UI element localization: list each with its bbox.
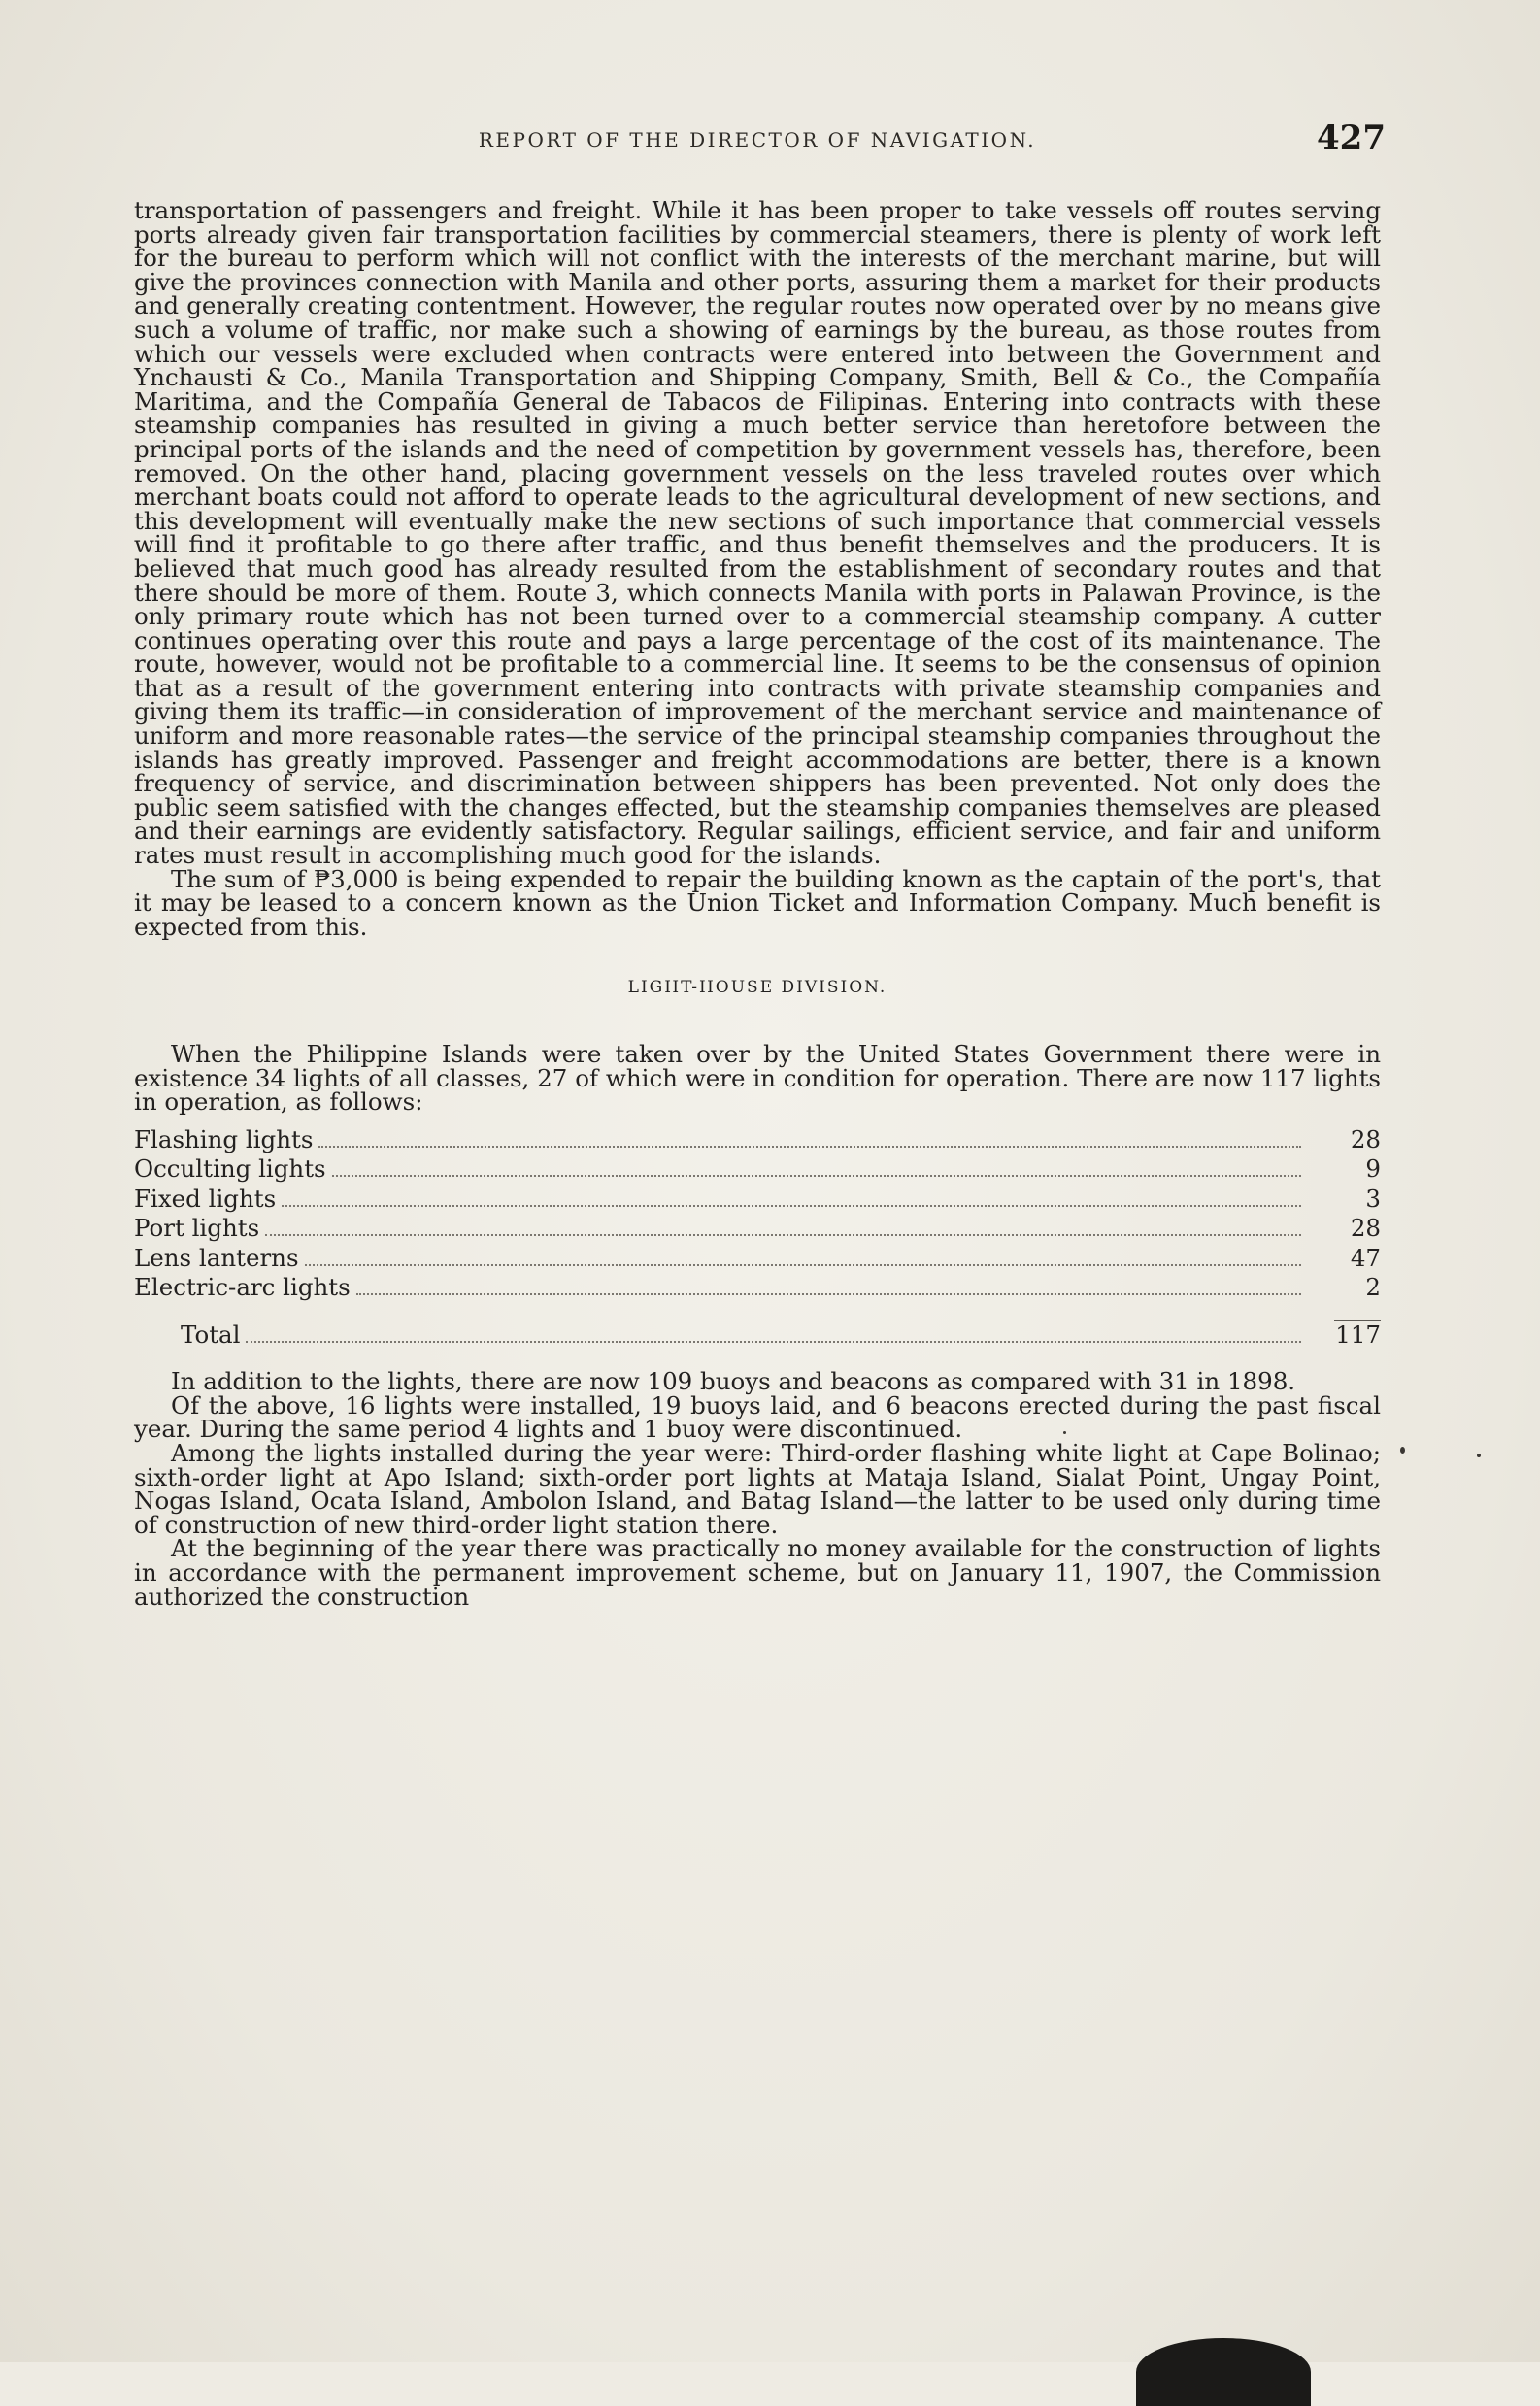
- row-value: 9: [1365, 1154, 1381, 1184]
- row-value: 2: [1365, 1273, 1381, 1302]
- table-row: [134, 1154, 1381, 1187]
- total-value: 117: [1335, 1320, 1381, 1349]
- row-label: Electric-arc lights: [134, 1273, 351, 1302]
- closing-paragraphs: [134, 1367, 1381, 1611]
- leader-dots: [305, 1264, 1301, 1266]
- paragraph-lights-installed: Among the lights installed during the year were: Third-order flashing white light at Cape Bolinao; sixth-order light at Apo Island; sixth-order port lights at Mataja Island, Sialat Point, Ungay Point, Nogas Island, Ocata Island, Ambolon Island, and Batag Island—the latter to be used only during time of construction of new third-order light station there.: [134, 1439, 1381, 1539]
- row-label: Flashing lights: [134, 1124, 314, 1153]
- paragraph-repair-sum: The sum of ₱3,000 is being expended to repair the building known as the captain of the port's, that it may be leased to a concern known as the Union Ticket and Information Company. Much benefit is expected from this.: [134, 864, 1381, 941]
- leader-dots: [265, 1234, 1301, 1236]
- table-row: [134, 1243, 1381, 1277]
- paragraph-lighthouse-intro: When the Philippine Islands were taken over by the United States Government there were in existence 34 lights of all classes, 27 of which were in condition for operation. There are now 117 lights in operation, as follows:: [134, 1040, 1381, 1117]
- row-label: Occulting lights: [134, 1154, 326, 1184]
- ink-speck: [1400, 1447, 1405, 1454]
- table-row: [134, 1184, 1381, 1218]
- row-label: Fixed lights: [134, 1184, 277, 1213]
- row-value: 28: [1350, 1214, 1381, 1243]
- leader-dots: [356, 1293, 1301, 1295]
- table-row: [134, 1124, 1381, 1158]
- table-total-row: [134, 1320, 1381, 1353]
- row-value: 3: [1365, 1184, 1381, 1213]
- paragraph-transportation: transportation of passengers and freight. While it has been proper to take vessels off routes serving ports already given fair transportation facilities by commercial steamers, there is plenty of work left for the bureau to perform which will not conflict with the interests of the merchant marine, but will give the provinces connection with Manila and other ports, assuring them a market for their products and generally creating contentment. However, the regular routes now operated over by no means give such a volume of traffic, nor make such a showing of earnings by the bureau, as those routes from which our vessels were excluded when contracts were entered into between the Government and Ynchausti & Co., Manila Transportation and Shipping Company, Smith, Bell & Co., the Compañía Maritima, and the Compañía General de Tabacos de Filipinas. Entering into contracts with these steamship companies has resulted in giving a much better service than heretofore between the principal ports of the islands and the need of competition by government vessels has, therefore, been removed. On the other hand, placing government vessels on the less traveled routes over which merchant boats could not afford to operate leads to the agricultural development of new sections, and this development will eventually make the new sections of such importance that commercial vessels will find it profitable to go there after traffic, and thus benefit themselves and the producers. It is believed that much good has already resulted from the establishment of secondary routes and that there should be more of them. Route 3, which connects Manila with ports in Palawan Province, is the only primary route which has not been turned over to a commercial steamship company. A cutter continues operating over this route and pays a large percentage of the cost of its maintenance. The route, however, would not be profitable to a commercial line. It seems to be the consensus of opinion that as a result of the government entering into contracts with private steamship companies and giving them its traffic—in consideration of improvement of the merchant service and maintenance of uniform and more reasonable rates—the service of the principal steamship companies throughout the islands has greatly improved. Passenger and freight accommodations are better, there is a known frequency of service, and discrimination between shippers has been prevented. Not only does the public seem satisfied with the changes effected, but the steamship companies themselves are pleased and their earnings are evidently satisfactory. Regular sailings, efficient service, and fair and uniform rates must result in accomplishing much good for the islands.: [134, 196, 1381, 870]
- lights-table: [134, 1124, 1381, 1353]
- scan-shadow: [1136, 2338, 1311, 2406]
- page-number: 427: [1317, 118, 1386, 157]
- leader-dots: [318, 1146, 1301, 1148]
- paragraph-buoys: In addition to the lights, there are now 109 buoys and beacons as compared with 31 in 1898.: [171, 1367, 1296, 1396]
- row-value: 47: [1350, 1243, 1381, 1272]
- table-row: [134, 1273, 1381, 1306]
- row-label: Port lights: [134, 1214, 260, 1243]
- total-label: Total: [181, 1320, 241, 1349]
- leader-dots: [332, 1175, 1301, 1177]
- row-label: Lens lanterns: [134, 1243, 299, 1272]
- leader-dots: [282, 1205, 1301, 1207]
- body-text: [134, 196, 1381, 1611]
- running-head: REPORT OF THE DIRECTOR OF NAVIGATION.: [478, 128, 1037, 151]
- table-row: [134, 1214, 1381, 1247]
- leader-dots: [246, 1341, 1301, 1343]
- row-value: 28: [1350, 1124, 1381, 1153]
- page-header: [121, 118, 1393, 167]
- paragraph-construction: At the beginning of the year there was practically no money available for the construction of lights in accordance with the permanent improvement scheme, but on January 11, 1907, the Commission authorized the construction: [134, 1534, 1381, 1611]
- ink-speck: [1477, 1454, 1481, 1457]
- ink-speck: [1063, 1431, 1066, 1434]
- section-heading: LIGHT-HOUSE DIVISION.: [627, 978, 887, 998]
- paragraph-fiscal-year: Of the above, 16 lights were installed, 19 buoys laid, and 6 beacons erected during the past fiscal year. During the same period 4 lights and 1 buoy were discontinued.: [134, 1390, 1381, 1444]
